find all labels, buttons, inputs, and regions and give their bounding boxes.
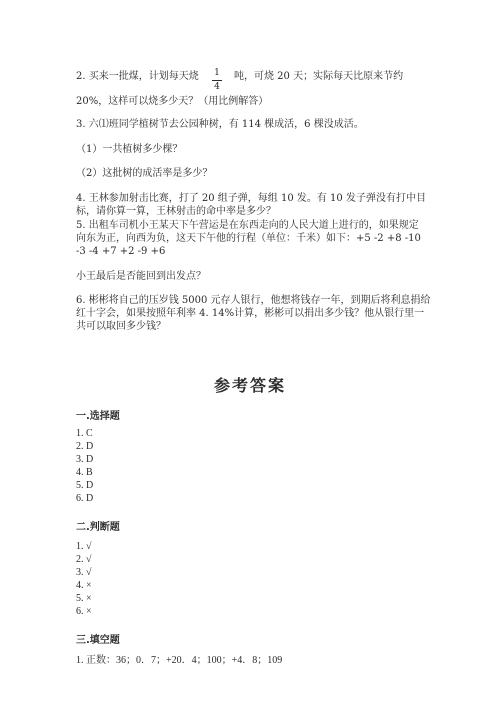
q2-fraction-denominator: 4	[214, 82, 220, 92]
q2-line1-end: 吨，可烧 20 天；实际每天比原来节约	[234, 71, 404, 82]
q4-line2: 标，请你算一算，王林射击的命中率是多少？	[76, 206, 276, 217]
choice-answer-3: 3. D	[76, 454, 94, 465]
choice-answer-1: 1. C	[76, 428, 93, 439]
choice-answer-2: 2. D	[76, 441, 94, 452]
q6-line3: 共可以取回多少钱？	[76, 321, 166, 332]
judge-answer-6: 6. ×	[76, 606, 92, 617]
q2-fraction-numerator: 1	[214, 68, 220, 78]
q5-line1: 5. 出租车司机小王某天下午营运是在东西走向的人民大道上进行的，如果规定	[76, 220, 419, 231]
q6-line2: 红十字会，如果按照年利率 4. 14%计算，彬彬可以捐出多少钱？他从银行里一	[76, 308, 425, 319]
section-heading-judge: 二.判断题	[76, 522, 120, 533]
section-heading-fill: 三.填空题	[76, 635, 120, 646]
q2-line1-start: 2. 买来一批煤，计划每天烧	[76, 71, 199, 82]
judge-answer-2: 2. √	[76, 554, 92, 565]
fraction-bar	[212, 80, 222, 81]
judge-answer-3: 3. √	[76, 567, 92, 578]
choice-answer-4: 4. B	[76, 467, 93, 478]
q5-line3: -3 -4 +7 +2 -9 +6	[76, 246, 166, 257]
q5-line4: 小王最后是否能回到出发点？	[76, 271, 206, 282]
choice-answer-6: 6. D	[76, 493, 94, 504]
fill-answer-1: 1. 正数：36；0．7；+20．4；100；+4．8；109	[76, 655, 283, 666]
q4-line1: 4. 王林参加射击比赛，打了 20 组子弹，每组 10 发。有 10 发子弹没有打中目	[76, 193, 426, 204]
q5-line2: 向东为正，向西为负，这天下午他的行程（单位：千米）如下：+5 -2 +8 -10	[76, 233, 421, 244]
q3-sub2: （2）这批树的成活率是多少？	[76, 168, 213, 179]
judge-answer-4: 4. ×	[76, 580, 92, 591]
q2-line2: 20%，这样可以烧多少天？（用比例解答）	[76, 96, 269, 107]
q6-line1: 6. 彬彬将自己的压岁钱 5000 元存人银行，他想将钱存一年，到期后将利息捐给	[76, 295, 431, 306]
answer-title: 参考答案	[213, 376, 286, 395]
section-heading-choice: 一.选择题	[76, 411, 120, 422]
q3-line1: 3. 六⑴班同学植树节去公园种树，有 114 棵成活，6 棵没成活。	[76, 119, 364, 130]
judge-answer-1: 1. √	[76, 541, 92, 552]
q2-fraction	[211, 68, 223, 93]
q3-sub1: （1）一共植树多少棵？	[76, 144, 183, 155]
choice-answer-5: 5. D	[76, 480, 94, 491]
judge-answer-5: 5. ×	[76, 593, 92, 604]
